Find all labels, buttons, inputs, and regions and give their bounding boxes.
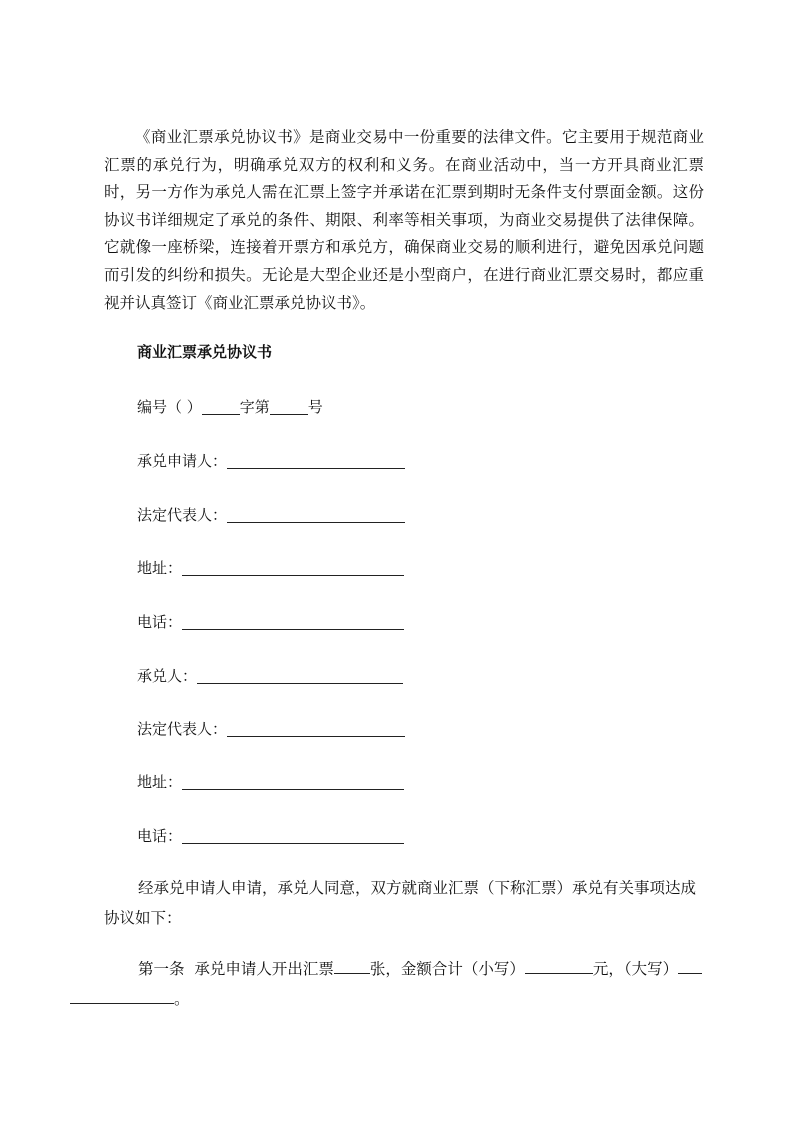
number-prefix: 编号（ ）: [137, 398, 202, 416]
applicant-address-blank[interactable]: [182, 559, 404, 576]
acceptor-phone-blank[interactable]: [182, 827, 404, 844]
amount-upper-blank-1[interactable]: [678, 957, 702, 974]
acceptor-rep-field: [137, 718, 405, 740]
acceptor-field: [137, 665, 403, 687]
applicant-phone-blank[interactable]: [182, 613, 404, 630]
number-blank-2[interactable]: [270, 398, 308, 415]
acceptor-label: 承兑人：: [137, 667, 198, 685]
article-1-text-3: 元，（大写）: [592, 960, 679, 978]
article-1-end: 。: [174, 990, 190, 1008]
acceptor-phone-label: 电话：: [137, 827, 183, 845]
acceptor-rep-label: 法定代表人：: [137, 720, 228, 738]
applicant-label: 承兑申请人：: [137, 452, 228, 470]
article-1: [104, 954, 704, 1014]
document-number: [137, 396, 323, 418]
bill-count-blank[interactable]: [334, 957, 370, 974]
acceptor-address-label: 地址：: [137, 773, 183, 791]
amount-upper-blank-2[interactable]: [70, 987, 174, 1004]
acceptor-rep-blank[interactable]: [227, 720, 405, 737]
applicant-address-field: [137, 557, 404, 579]
article-1-text-2: 张，金额合计（小写）: [369, 960, 525, 978]
number-suffix: 号: [307, 398, 323, 416]
acceptor-phone-field: [137, 825, 404, 847]
document-title: 商业汇票承兑协议书: [137, 343, 273, 361]
applicant-rep-blank[interactable]: [227, 506, 405, 523]
applicant-field: [137, 450, 405, 472]
applicant-rep-field: [137, 504, 405, 526]
number-blank-1[interactable]: [202, 398, 240, 415]
amount-lower-blank[interactable]: [525, 957, 593, 974]
applicant-phone-label: 电话：: [137, 613, 183, 631]
intro-paragraph: 《商业汇票承兑协议书》是商业交易中一份重要的法律文件。它主要用于规范商业汇票的承兑行为，明确承兑双方的权利和义务。在商业活动中，当一方开具商业汇票时，另一方作为承兑人需在汇票上签字并承诺在汇票到期时无条件支付票面金额。这份协议书详细规定了承兑的条件、期限、利率等相关事项，为商业交易提供了法律保障。它就像一座桥梁，连接着开票方和承兑方，确保商业交易的顺利进行，避免因承兑问题而引发的纠纷和损失。无论是大型企业还是小型商户，在进行商业汇票交易时，都应重视并认真签订《商业汇票承兑协议书》。: [104, 128, 704, 312]
applicant-address-label: 地址：: [137, 559, 183, 577]
article-1-text-1: 承兑申请人开出汇票: [194, 960, 334, 978]
number-mid: 字第: [239, 398, 270, 416]
article-1-label: 第一条: [138, 960, 185, 978]
agreement-paragraph: 经承兑申请人申请，承兑人同意，双方就商业汇票（下称汇票）承兑有关事项达成协议如下：: [104, 879, 697, 927]
applicant-rep-label: 法定代表人：: [137, 506, 228, 524]
applicant-blank[interactable]: [227, 452, 405, 469]
acceptor-address-field: [137, 771, 404, 793]
applicant-phone-field: [137, 611, 404, 633]
acceptor-blank[interactable]: [197, 667, 403, 684]
acceptor-address-blank[interactable]: [182, 773, 404, 790]
